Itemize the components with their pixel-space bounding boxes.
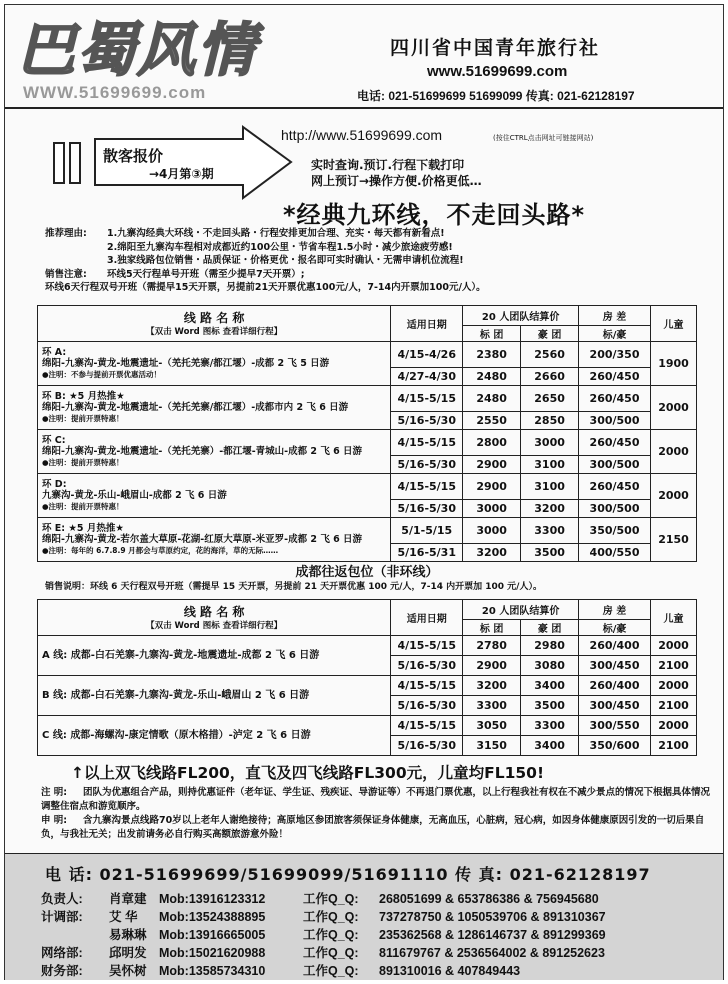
route-cell[interactable] [38, 474, 391, 518]
lux-price-cell: 2560 [521, 342, 579, 368]
std-price-cell: 2480 [463, 386, 521, 412]
staff-dept: 负责人: [41, 892, 83, 906]
std-price-cell: 2900 [463, 474, 521, 500]
child-price-cell: 2000 [651, 474, 697, 518]
staff-qq: 737278750 & 1050539706 & 891310367 [379, 910, 606, 924]
std-price-cell: 2780 [463, 636, 521, 656]
staff-mobile: Mob:13916665005 [159, 928, 266, 942]
std-price-cell: 2900 [463, 656, 521, 676]
header-divider [5, 107, 723, 109]
room-diff-cell: 260/450 [579, 368, 651, 386]
route-name: C 线: [42, 730, 67, 741]
room-diff-cell: 260/450 [579, 474, 651, 500]
child-price-cell: 2000 [651, 676, 697, 696]
staff-name: 吴怀树 [109, 964, 147, 978]
child-price-cell: 2100 [651, 656, 697, 676]
note-text: 团队为优惠组合产品，则持优惠证件（老年证、学生证、残疾证、导游证等）不再退门票优惠，以上行程我社有权在不减少景点的情况下根据具体情况调整住宿点和游览顺序。 [41, 787, 711, 812]
route-name: 环 E: ★5 月热推★ [42, 523, 124, 534]
route-note: ●注明：提前开票特惠！ [42, 458, 124, 467]
flyer-page [4, 4, 724, 980]
staff-row [41, 908, 606, 926]
route-cell[interactable] [38, 386, 391, 430]
staff-list [41, 890, 606, 980]
col-room-sub-header: 标/豪 [579, 326, 651, 342]
lux-price-cell: 3400 [521, 676, 579, 696]
lux-price-cell: 3100 [521, 456, 579, 474]
date-cell: 4/27-4/30 [391, 368, 463, 386]
staff-mobile: Mob:15021620988 [159, 946, 266, 960]
staff-qq: 891310016 & 407849443 [379, 964, 521, 978]
room-diff-cell: 300/450 [579, 656, 651, 676]
route-note: ●注明：提前开票特惠！ [42, 414, 124, 423]
route-desc: 成都-白石羌寨-九寨沟-黄龙-地震遗址-成都 2 飞 6 日游 [70, 650, 320, 661]
staff-row [41, 890, 606, 908]
staff-qq: 268051699 & 653786386 & 756945680 [379, 892, 599, 906]
round-trip-heading: 成都往返包位（非环线） [295, 565, 439, 580]
route-name: 环 B: ★5 月热推★ [42, 391, 125, 402]
date-cell: 4/15-5/15 [391, 474, 463, 500]
lux-price-cell: 2660 [521, 368, 579, 386]
lux-price-cell: 3300 [521, 716, 579, 736]
col-child-header: 儿童 [651, 600, 697, 636]
table-row [38, 716, 697, 736]
room-diff-cell: 300/500 [579, 500, 651, 518]
room-diff-cell: 260/400 [579, 676, 651, 696]
round-trip-table [37, 599, 697, 756]
route-cell[interactable] [38, 342, 391, 386]
room-diff-cell: 300/500 [579, 412, 651, 430]
room-diff-cell: 400/550 [579, 544, 651, 562]
child-price-cell: 2000 [651, 430, 697, 474]
staff-name: 易琳琳 [109, 928, 147, 942]
table-row [38, 676, 697, 696]
staff-mobile: Mob:13524388895 [159, 910, 266, 924]
date-cell: 4/15-5/15 [391, 716, 463, 736]
route-cell[interactable] [38, 636, 391, 676]
reason-item: 1.九寨沟经典大环线・不走回头路・行程安排更加合理、充实・每天都有新看点! [107, 228, 445, 239]
col-route-header: 线 路 名 称 【双击 Word 图标 查看详细行程】 [38, 600, 391, 636]
declaration-label: 申 明: [41, 815, 68, 826]
route-name: 环 D: [42, 479, 67, 490]
staff-name: 肖章建 [109, 892, 147, 906]
col-lux-header: 豪 团 [521, 620, 579, 636]
route-name: 环 A: [42, 347, 67, 358]
site-link[interactable]: http://www.51699699.com [281, 127, 443, 143]
child-price-cell: 2100 [651, 736, 697, 756]
route-note: ●注明：提前开票特惠！ [42, 502, 124, 511]
sales-label: 销售注意: [45, 268, 87, 280]
std-price-cell: 3300 [463, 696, 521, 716]
std-price-cell: 3150 [463, 736, 521, 756]
headline: *经典九环线，不走回头路* [283, 201, 586, 229]
route-desc: 绵阳-九寨沟-黄龙-地震遗址-（羌托羌寨）-都江堰-青城山-成都 2 飞 6 日游 [42, 446, 363, 457]
promo-line-1: 实时查询.预订.行程下载打印 [311, 158, 465, 172]
declaration-text: 含九寨沟景点线路70岁以上老年人谢绝接待；高原地区参团旅客须保证身体健康，无高血压，心脏病，冠心病，如因身体健康原因引发的一切后果自负，与我社无关；出发前请务必自行购买高额旅游意外险！ [41, 815, 705, 840]
route-cell[interactable] [38, 676, 391, 716]
notes-section [41, 786, 711, 842]
room-diff-cell: 260/450 [579, 386, 651, 412]
route-name: 环 C: [42, 435, 66, 446]
lux-price-cell: 3300 [521, 518, 579, 544]
staff-dept: 财务部: [41, 964, 83, 978]
lux-price-cell: 2850 [521, 412, 579, 430]
staff-row [41, 944, 606, 962]
col-room-sub-header: 标/豪 [579, 620, 651, 636]
date-cell: 5/16-5/30 [391, 412, 463, 430]
child-price-cell: 2000 [651, 716, 697, 736]
date-cell: 5/16-5/31 [391, 544, 463, 562]
date-cell: 5/16-5/30 [391, 736, 463, 756]
col-price-header: 20 人团队结算价 [463, 600, 579, 620]
route-desc: 成都-白石羌寨-九寨沟-黄龙-乐山-峨眉山 2 飞 6 日游 [70, 690, 310, 701]
staff-qq: 811679767 & 2536564002 & 891252623 [379, 946, 605, 960]
sales-note-1: 环线5天行程单号开班（需至少提早7天开票）; [107, 268, 305, 280]
col-date-header: 适用日期 [391, 600, 463, 636]
staff-mobile: Mob:13585734310 [159, 964, 266, 978]
promo-line-2: 网上预订→操作方便.价格更低… [311, 174, 482, 188]
col-price-header: 20 人团队结算价 [463, 306, 579, 326]
recommend-reasons [45, 227, 486, 295]
col-lux-header: 豪 团 [521, 326, 579, 342]
date-cell: 4/15-5/15 [391, 636, 463, 656]
room-diff-cell: 300/550 [579, 716, 651, 736]
room-diff-cell: 300/450 [579, 696, 651, 716]
lux-price-cell: 2650 [521, 386, 579, 412]
room-diff-cell: 260/400 [579, 636, 651, 656]
table-row [38, 636, 697, 656]
std-price-cell: 2800 [463, 430, 521, 456]
staff-qq-label: 工作Q_Q: [303, 946, 359, 960]
child-price-cell: 2100 [651, 696, 697, 716]
child-price-cell: 1900 [651, 342, 697, 386]
route-desc: 成都-海螺沟-康定情歌（原木格措）-泸定 2 飞 6 日游 [70, 730, 311, 741]
staff-dept: 网络部: [41, 946, 83, 960]
col-route-header: 线 路 名 称 【双击 Word 图标 查看详细行程】 [38, 306, 391, 342]
route-desc: 九寨沟-黄龙-乐山-峨眉山-成都 2 飞 6 日游 [42, 490, 227, 501]
std-price-cell: 2480 [463, 368, 521, 386]
lux-price-cell: 3000 [521, 430, 579, 456]
staff-qq-label: 工作Q_Q: [303, 964, 359, 978]
date-cell: 5/1-5/15 [391, 518, 463, 544]
std-price-cell: 3000 [463, 518, 521, 544]
site-link-note: (按住CTRL点击网址可链接网站) [493, 134, 594, 142]
agency-name: 四川省中国青年旅行社 [390, 37, 601, 59]
staff-qq-label: 工作Q_Q: [303, 892, 359, 906]
table-row [38, 518, 697, 544]
child-price-cell: 2000 [651, 386, 697, 430]
reasons-label: 推荐理由: [45, 228, 87, 239]
std-price-cell: 2900 [463, 456, 521, 474]
route-desc: 绵阳-九寨沟-黄龙-地震遗址-（羌托羌寨/都江堰）-成都市内 2 飞 6 日游 [42, 402, 349, 413]
date-cell: 5/16-5/30 [391, 500, 463, 518]
staff-name: 邱明发 [109, 946, 147, 960]
route-cell[interactable] [38, 518, 391, 562]
staff-row [41, 962, 606, 980]
table-row [38, 342, 697, 368]
header-contact: 电话: 021-51699699 51699099 传真: 021-62128197 [357, 89, 635, 103]
std-price-cell: 3050 [463, 716, 521, 736]
route-note: ●注明：不参与提前开票优惠活动！ [42, 370, 162, 379]
table-row [38, 430, 697, 456]
date-cell: 5/16-5/30 [391, 656, 463, 676]
room-diff-cell: 300/500 [579, 456, 651, 474]
table-row [38, 386, 697, 412]
issue-label: →4月第③期 [149, 167, 214, 181]
fuel-surcharge-line: ↑以上双飞线路FL200，直飞及四飞线路FL300元，儿童均FL150! [71, 764, 545, 782]
std-price-cell: 2380 [463, 342, 521, 368]
child-price-cell: 2150 [651, 518, 697, 562]
reason-item: 3.独家线路包位销售・品质保证・价格更优・报名即可实时确认・无需申请机位流程! [107, 255, 464, 266]
loop-route-table [37, 305, 697, 562]
col-std-header: 标 团 [463, 326, 521, 342]
logo-url: WWW.51699699.com [23, 83, 207, 102]
col-room-header: 房 差 [579, 306, 651, 326]
date-cell: 4/15-5/15 [391, 386, 463, 412]
table-row [38, 474, 697, 500]
price-label: 散客报价 [103, 147, 164, 165]
bars-icon [53, 142, 89, 184]
lux-price-cell: 3400 [521, 736, 579, 756]
col-std-header: 标 团 [463, 620, 521, 636]
lux-price-cell: 3500 [521, 544, 579, 562]
round-trip-note: 销售说明：环线 6 天行程双号开班（需提早 15 天开票，另提前 21 天开票优惠 100 元/人，7-14 内开票加 100 元/人）。 [45, 582, 542, 592]
lux-price-cell: 3500 [521, 696, 579, 716]
room-diff-cell: 350/600 [579, 736, 651, 756]
date-cell: 4/15-5/15 [391, 676, 463, 696]
std-price-cell: 3200 [463, 676, 521, 696]
lux-price-cell: 3200 [521, 500, 579, 518]
col-date-header: 适用日期 [391, 306, 463, 342]
date-cell: 4/15-4/26 [391, 342, 463, 368]
staff-qq-label: 工作Q_Q: [303, 910, 359, 924]
staff-dept: 计调部: [41, 910, 83, 924]
route-desc: 绵阳-九寨沟-黄龙-地震遗址-（羌托羌寨/都江堰）-成都 2 飞 5 日游 [42, 358, 330, 369]
room-diff-cell: 350/500 [579, 518, 651, 544]
staff-mobile: Mob:13916123312 [159, 892, 266, 906]
route-note: ●注明：每年的 6.7.8.9 月都会与草原约定，花的海洋，草的无际…… [42, 546, 279, 555]
staff-qq: 235362568 & 1286146737 & 891299369 [379, 928, 606, 942]
route-desc: 绵阳-九寨沟-黄龙-若尔盖大草原-花湖-红原大草原-米亚罗-成都 2 飞 6 日游 [42, 534, 363, 545]
note-label: 注 明: [41, 787, 68, 798]
contact-footer [5, 853, 723, 980]
reason-item: 2.绵阳至九寨沟车程相对成都近约100公里・节省车程1.5小时・减少旅途疲劳感! [107, 241, 453, 253]
col-room-header: 房 差 [579, 600, 651, 620]
date-cell: 5/16-5/30 [391, 456, 463, 474]
sales-note-2: 环线6天行程双号开班（需提早15天开票，另提前21天开票优惠100元/人，7-14内开票加100元/人）。 [45, 282, 486, 293]
route-name: B 线: [42, 690, 68, 701]
room-diff-cell: 200/350 [579, 342, 651, 368]
std-price-cell: 2550 [463, 412, 521, 430]
route-cell[interactable] [38, 716, 391, 756]
col-child-header: 儿童 [651, 306, 697, 342]
footer-phone-fax: 电 话: 021-51699699/51699099/51691110 传 真: 021-62128197 [45, 865, 651, 884]
staff-qq-label: 工作Q_Q: [303, 928, 359, 942]
std-price-cell: 3000 [463, 500, 521, 518]
room-diff-cell: 260/450 [579, 430, 651, 456]
lux-price-cell: 3100 [521, 474, 579, 500]
route-name: A 线: [42, 650, 68, 661]
route-cell[interactable] [38, 430, 391, 474]
brand-logo: 巴蜀风情 [17, 16, 258, 84]
date-cell: 4/15-5/15 [391, 430, 463, 456]
std-price-cell: 3200 [463, 544, 521, 562]
lux-price-cell: 3080 [521, 656, 579, 676]
agency-url[interactable]: www.51699699.com [427, 63, 568, 80]
date-cell: 5/16-5/30 [391, 696, 463, 716]
staff-row [41, 926, 606, 944]
lux-price-cell: 2980 [521, 636, 579, 656]
child-price-cell: 2000 [651, 636, 697, 656]
staff-name: 艾 华 [109, 910, 138, 924]
